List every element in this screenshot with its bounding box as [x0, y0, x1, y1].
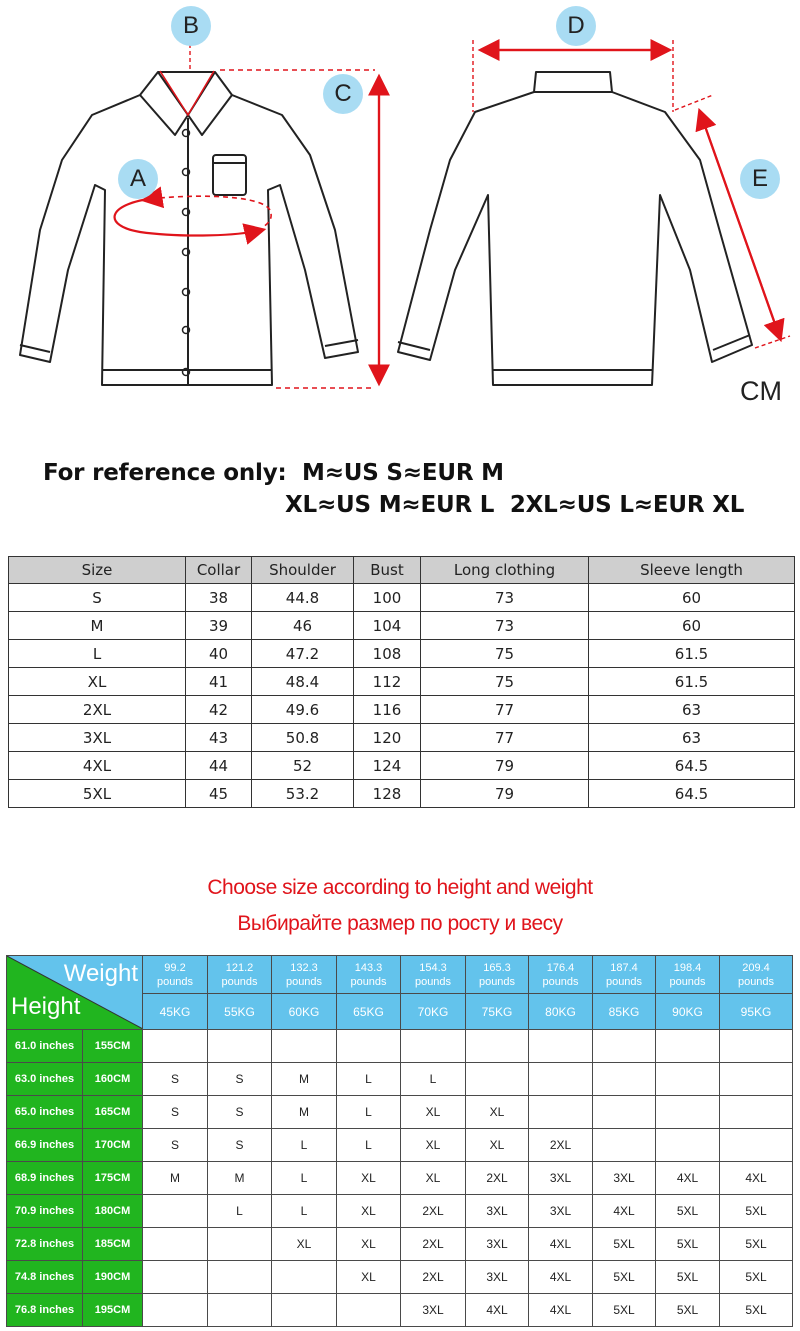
cell-collar: 38 [186, 584, 252, 612]
height-cm-cell: 185CM [83, 1228, 143, 1261]
cell-collar: 42 [186, 696, 252, 724]
shirt-diagram-svg [0, 0, 800, 420]
recommended-size-cell: XL [272, 1228, 337, 1261]
recommended-size-cell: 5XL [656, 1261, 720, 1294]
height-row [7, 1162, 793, 1195]
recommended-size-cell: M [272, 1063, 337, 1096]
recommended-size-cell [593, 1096, 656, 1129]
cell-long-clothing: 77 [421, 724, 589, 752]
height-row [7, 1228, 793, 1261]
weight-pounds-unit: pounds [542, 975, 579, 988]
recommended-size-cell: 5XL [656, 1228, 720, 1261]
cell-shoulder: 47.2 [252, 640, 354, 668]
reference-line-2: XL≈US M≈EUR L 2XL≈US L≈EUR XL [285, 492, 745, 518]
label-b-marker: B [171, 6, 211, 46]
cell-sleeve-length: 60 [589, 612, 795, 640]
height-row [7, 1195, 793, 1228]
size-guide-title-ru: Выбирайте размер по росту и весу [237, 912, 563, 935]
label-e-marker: E [740, 159, 780, 199]
recommended-size-cell: S [143, 1063, 208, 1096]
size-guide-title-en: Choose size according to height and weight [207, 876, 593, 899]
recommended-size-cell [529, 1063, 593, 1096]
height-cm-cell: 180CM [83, 1195, 143, 1228]
recommended-size-cell [720, 1030, 793, 1063]
cell-size: L [9, 640, 186, 668]
weight-kg-header: 70KG [401, 994, 466, 1030]
recommended-size-cell: 5XL [720, 1228, 793, 1261]
weight-pounds-header [401, 956, 466, 994]
recommended-size-cell: 3XL [466, 1195, 529, 1228]
recommended-size-cell: XL [337, 1162, 401, 1195]
recommended-size-cell: XL [466, 1096, 529, 1129]
cell-shoulder: 49.6 [252, 696, 354, 724]
recommended-size-cell: L [337, 1129, 401, 1162]
cell-shoulder: 48.4 [252, 668, 354, 696]
recommended-size-cell: 5XL [720, 1261, 793, 1294]
weight-pounds-unit: pounds [605, 975, 643, 988]
measurement-diagram [0, 0, 800, 420]
recommended-size-cell: 5XL [720, 1294, 793, 1327]
size-table-row [9, 752, 795, 780]
cell-bust: 128 [354, 780, 421, 808]
size-table [8, 556, 795, 808]
recommended-size-cell [208, 1228, 272, 1261]
cell-sleeve-length: 61.5 [589, 668, 795, 696]
cell-size: XL [9, 668, 186, 696]
weight-kg-header: 45KG [143, 994, 208, 1030]
recommended-size-cell: M [208, 1162, 272, 1195]
recommended-size-cell: M [272, 1096, 337, 1129]
weight-kg-header: 80KG [529, 994, 593, 1030]
reference-prefix: For reference only: [43, 460, 287, 486]
height-cm-cell: 195CM [83, 1294, 143, 1327]
weight-pounds-unit: pounds [669, 975, 706, 988]
recommended-size-cell [593, 1030, 656, 1063]
weight-pounds-value: 121.2 [225, 961, 254, 974]
height-row [7, 1261, 793, 1294]
label-a-marker: A [118, 159, 158, 199]
cell-bust: 100 [354, 584, 421, 612]
weight-pounds-value: 165.3 [483, 961, 511, 974]
header-shoulder: Shoulder [252, 557, 354, 584]
cell-size: 3XL [9, 724, 186, 752]
size-table-row [9, 668, 795, 696]
height-inches-cell: 63.0 inches [7, 1063, 83, 1096]
recommended-size-cell: L [337, 1096, 401, 1129]
header-size: Size [9, 557, 186, 584]
cell-collar: 40 [186, 640, 252, 668]
cell-long-clothing: 73 [421, 584, 589, 612]
cell-shoulder: 46 [252, 612, 354, 640]
height-cm-cell: 190CM [83, 1261, 143, 1294]
recommended-size-cell [593, 1129, 656, 1162]
recommended-size-cell [720, 1063, 793, 1096]
cell-sleeve-length: 63 [589, 696, 795, 724]
cell-long-clothing: 77 [421, 696, 589, 724]
cell-shoulder: 52 [252, 752, 354, 780]
recommended-size-cell: XL [337, 1261, 401, 1294]
weight-pounds-header [593, 956, 656, 994]
weight-pounds-unit: pounds [737, 975, 775, 988]
recommended-size-cell: XL [401, 1096, 466, 1129]
cell-bust: 104 [354, 612, 421, 640]
weight-pounds-header [208, 956, 272, 994]
recommended-size-cell: 3XL [466, 1261, 529, 1294]
height-weight-table [6, 955, 793, 1327]
weight-kg-header: 85KG [593, 994, 656, 1030]
cell-size: 5XL [9, 780, 186, 808]
header-long-clothing: Long clothing [421, 557, 589, 584]
recommended-size-cell: S [208, 1129, 272, 1162]
cell-collar: 45 [186, 780, 252, 808]
cell-collar: 41 [186, 668, 252, 696]
recommended-size-cell: 3XL [466, 1228, 529, 1261]
weight-pounds-value: 154.3 [419, 961, 447, 974]
cell-size: M [9, 612, 186, 640]
recommended-size-cell: 5XL [656, 1195, 720, 1228]
recommended-size-cell [656, 1096, 720, 1129]
recommended-size-cell [208, 1030, 272, 1063]
recommended-size-cell [143, 1261, 208, 1294]
height-inches-cell: 70.9 inches [7, 1195, 83, 1228]
weight-pounds-value: 187.4 [610, 961, 638, 974]
recommended-size-cell [143, 1228, 208, 1261]
height-cm-cell: 160CM [83, 1063, 143, 1096]
weight-kg-header: 55KG [208, 994, 272, 1030]
recommended-size-cell: 3XL [529, 1162, 593, 1195]
recommended-size-cell: 3XL [593, 1162, 656, 1195]
recommended-size-cell [593, 1063, 656, 1096]
cell-long-clothing: 75 [421, 640, 589, 668]
recommended-size-cell: 4XL [529, 1261, 593, 1294]
recommended-size-cell [529, 1030, 593, 1063]
height-inches-cell: 61.0 inches [7, 1030, 83, 1063]
cell-long-clothing: 73 [421, 612, 589, 640]
cell-collar: 43 [186, 724, 252, 752]
height-inches-cell: 65.0 inches [7, 1096, 83, 1129]
recommended-size-cell: XL [401, 1162, 466, 1195]
height-row [7, 1096, 793, 1129]
recommended-size-cell: 2XL [401, 1195, 466, 1228]
back-shirt-outline [398, 72, 752, 385]
height-row [7, 1129, 793, 1162]
cell-long-clothing: 79 [421, 752, 589, 780]
recommended-size-cell [656, 1129, 720, 1162]
recommended-size-cell: 5XL [720, 1195, 793, 1228]
weight-pounds-unit: pounds [285, 975, 323, 988]
recommended-size-cell: XL [337, 1195, 401, 1228]
weight-pounds-unit: pounds [414, 975, 452, 988]
recommended-size-cell [143, 1294, 208, 1327]
recommended-size-cell [529, 1096, 593, 1129]
size-table-row [9, 584, 795, 612]
cell-sleeve-length: 64.5 [589, 780, 795, 808]
header-collar: Collar [186, 557, 252, 584]
recommended-size-cell: 5XL [593, 1294, 656, 1327]
height-axis-label: Height [11, 993, 81, 1020]
recommended-size-cell: 2XL [529, 1129, 593, 1162]
recommended-size-cell: S [208, 1063, 272, 1096]
front-shirt-outline [20, 72, 358, 385]
weight-kg-header: 75KG [466, 994, 529, 1030]
height-cm-cell: 155CM [83, 1030, 143, 1063]
cell-bust: 108 [354, 640, 421, 668]
recommended-size-cell [143, 1195, 208, 1228]
recommended-size-cell [272, 1030, 337, 1063]
recommended-size-cell [208, 1294, 272, 1327]
weight-axis-label: Weight [63, 960, 138, 987]
weight-pounds-value: 132.3 [290, 961, 318, 974]
size-table-row [9, 640, 795, 668]
weight-pounds-value: 198.4 [673, 961, 702, 974]
cell-bust: 120 [354, 724, 421, 752]
table-corner [7, 956, 143, 1030]
weight-pounds-header [656, 956, 720, 994]
recommended-size-cell [337, 1294, 401, 1327]
recommended-size-cell: M [143, 1162, 208, 1195]
size-table-row [9, 612, 795, 640]
recommended-size-cell [656, 1030, 720, 1063]
recommended-size-cell: 5XL [593, 1228, 656, 1261]
recommended-size-cell: 5XL [656, 1294, 720, 1327]
recommended-size-cell [272, 1294, 337, 1327]
weight-pounds-header [272, 956, 337, 994]
weight-pounds-value: 176.4 [546, 961, 575, 974]
weight-pounds-header [529, 956, 593, 994]
weight-kg-header: 60KG [272, 994, 337, 1030]
size-table-row [9, 780, 795, 808]
recommended-size-cell: L [208, 1195, 272, 1228]
cell-collar: 44 [186, 752, 252, 780]
recommended-size-cell: 4XL [720, 1162, 793, 1195]
reference-line-1: M≈US S≈EUR M [302, 460, 504, 486]
cell-shoulder: 50.8 [252, 724, 354, 752]
weight-pounds-row [7, 956, 793, 994]
weight-pounds-header [720, 956, 793, 994]
recommended-size-cell [337, 1030, 401, 1063]
weight-pounds-unit: pounds [156, 975, 194, 988]
recommended-size-cell [143, 1030, 208, 1063]
cell-shoulder: 53.2 [252, 780, 354, 808]
label-c-marker: C [323, 74, 363, 114]
recommended-size-cell: S [208, 1096, 272, 1129]
cell-collar: 39 [186, 612, 252, 640]
cell-size: S [9, 584, 186, 612]
recommended-size-cell: L [272, 1129, 337, 1162]
height-inches-cell: 74.8 inches [7, 1261, 83, 1294]
height-inches-cell: 76.8 inches [7, 1294, 83, 1327]
height-cm-cell: 165CM [83, 1096, 143, 1129]
weight-pounds-unit: pounds [221, 975, 258, 988]
recommended-size-cell: 2XL [401, 1261, 466, 1294]
weight-pounds-value: 209.4 [742, 961, 770, 974]
recommended-size-cell [208, 1261, 272, 1294]
weight-pounds-unit: pounds [350, 975, 387, 988]
header-bust: Bust [354, 557, 421, 584]
weight-pounds-value: 143.3 [354, 961, 383, 974]
recommended-size-cell [466, 1063, 529, 1096]
cell-shoulder: 44.8 [252, 584, 354, 612]
recommended-size-cell: 2XL [466, 1162, 529, 1195]
recommended-size-cell: XL [401, 1129, 466, 1162]
cell-size: 4XL [9, 752, 186, 780]
cell-bust: 116 [354, 696, 421, 724]
recommended-size-cell: 4XL [529, 1228, 593, 1261]
weight-kg-header: 90KG [656, 994, 720, 1030]
recommended-size-cell: 4XL [656, 1162, 720, 1195]
cell-sleeve-length: 63 [589, 724, 795, 752]
cell-size: 2XL [9, 696, 186, 724]
size-table-row [9, 724, 795, 752]
height-row [7, 1294, 793, 1327]
recommended-size-cell: 2XL [401, 1228, 466, 1261]
weight-pounds-header [143, 956, 208, 994]
recommended-size-cell: L [401, 1063, 466, 1096]
height-row [7, 1063, 793, 1096]
recommended-size-cell: L [272, 1162, 337, 1195]
label-d-marker: D [556, 6, 596, 46]
height-row [7, 1030, 793, 1063]
unit-label: CM [740, 376, 782, 406]
recommended-size-cell [720, 1096, 793, 1129]
weight-pounds-value: 99.2 [164, 961, 186, 974]
recommended-size-cell: 5XL [593, 1261, 656, 1294]
cell-bust: 124 [354, 752, 421, 780]
weight-kg-header: 95KG [720, 994, 793, 1030]
recommended-size-cell: L [337, 1063, 401, 1096]
cell-long-clothing: 75 [421, 668, 589, 696]
size-table-header-row [9, 557, 795, 584]
recommended-size-cell [401, 1030, 466, 1063]
weight-pounds-header [337, 956, 401, 994]
height-cm-cell: 175CM [83, 1162, 143, 1195]
weight-kg-header: 65KG [337, 994, 401, 1030]
recommended-size-cell: 4XL [466, 1294, 529, 1327]
recommended-size-cell: 4XL [593, 1195, 656, 1228]
recommended-size-cell: 3XL [401, 1294, 466, 1327]
height-inches-cell: 68.9 inches [7, 1162, 83, 1195]
recommended-size-cell [656, 1063, 720, 1096]
header-sleeve-length: Sleeve length [589, 557, 795, 584]
cell-sleeve-length: 61.5 [589, 640, 795, 668]
weight-pounds-unit: pounds [478, 975, 516, 988]
size-table-row [9, 696, 795, 724]
height-inches-cell: 66.9 inches [7, 1129, 83, 1162]
cell-bust: 112 [354, 668, 421, 696]
recommended-size-cell: S [143, 1129, 208, 1162]
height-inches-cell: 72.8 inches [7, 1228, 83, 1261]
recommended-size-cell: S [143, 1096, 208, 1129]
weight-pounds-header [466, 956, 529, 994]
height-cm-cell: 170CM [83, 1129, 143, 1162]
cell-long-clothing: 79 [421, 780, 589, 808]
recommended-size-cell: L [272, 1195, 337, 1228]
cell-sleeve-length: 64.5 [589, 752, 795, 780]
recommended-size-cell [466, 1030, 529, 1063]
recommended-size-cell: 3XL [529, 1195, 593, 1228]
cell-sleeve-length: 60 [589, 584, 795, 612]
recommended-size-cell: XL [337, 1228, 401, 1261]
recommended-size-cell [720, 1129, 793, 1162]
recommended-size-cell: 4XL [529, 1294, 593, 1327]
recommended-size-cell [272, 1261, 337, 1294]
recommended-size-cell: XL [466, 1129, 529, 1162]
